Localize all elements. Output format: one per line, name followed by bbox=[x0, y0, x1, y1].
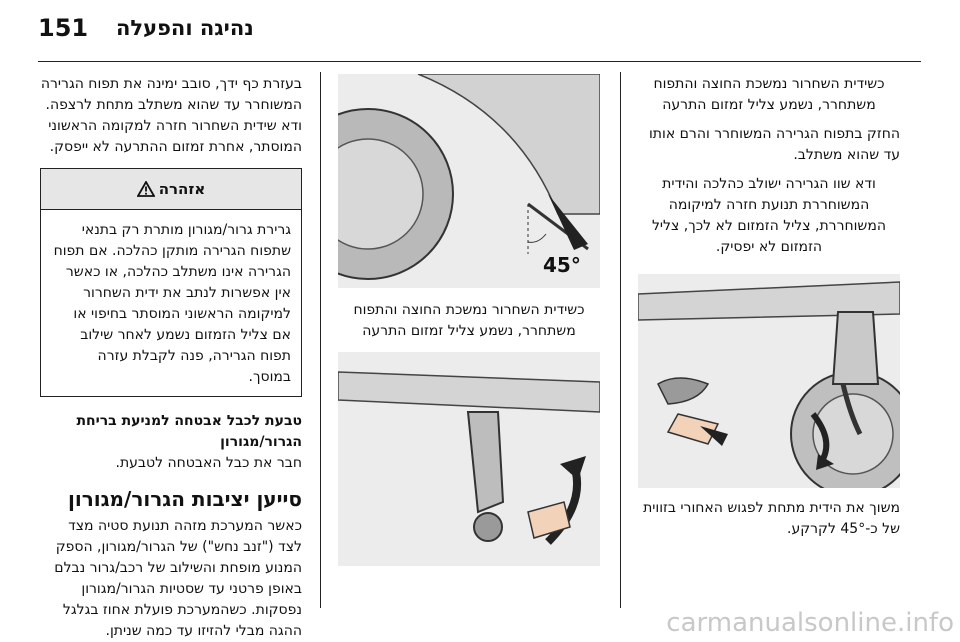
release-angle-drawing bbox=[338, 74, 600, 288]
warning-triangle-icon bbox=[137, 181, 155, 197]
warning-title: אזהרה bbox=[158, 180, 206, 198]
header-rule bbox=[38, 61, 921, 62]
watermark: carmanualsonline.info bbox=[666, 608, 954, 638]
illustration-release-angle bbox=[338, 74, 600, 288]
left-column bbox=[40, 74, 302, 642]
column-divider-left bbox=[320, 72, 321, 608]
left-subheading: טבעת לכבל אבטחה למניעת בריחת הגרור/מגורון bbox=[76, 413, 302, 450]
middle-caption-wrap bbox=[338, 300, 600, 342]
right-paragraph-3: ודא שוו הגרירה ישולב כהלכה והידית המשוחררת תנועת חזרה למיקומה המשוחררת, צליל הזמזום לא לכך, צליל הזמזום לא יפסיק. bbox=[651, 176, 887, 255]
right-caption: משוך את הידית מתחת לפגוש האחורי בזווית של כ-45° לקרקע. bbox=[643, 500, 900, 537]
illustration-rotate-towbar bbox=[338, 352, 600, 566]
left-paragraph-1: בעזרת כף ידך, סובב ימינה את תפוח הגרירה המשוחרר עד שהוא משתלב מתחת לרצפה. ודא שידית השחרור חזרה למקומה הראשוני המוסתר, אחרת זמזום ההתרעה לא ייפסק. bbox=[40, 76, 302, 155]
middle-caption: כשידית השחרור נמשכת החוצה והתפוח משתחרר, נשמע צליל זמזום התרעה bbox=[353, 302, 585, 339]
towbar-lever-drawing bbox=[638, 274, 900, 488]
warning-header bbox=[41, 169, 301, 210]
left-heading: סייען יציבות הגרור/מגורון bbox=[67, 487, 302, 511]
right-paragraph-2: החזק בתפוח הגרירה המשוחרר והרם אותו עד שהוא משתלב. bbox=[648, 126, 900, 163]
page-number: 151 bbox=[38, 14, 89, 42]
section-title: נהיגה והפעלה bbox=[116, 16, 254, 40]
warning-body bbox=[41, 210, 301, 396]
warning-text: גרירת גרור/מגורון מותרת רק בתנאי שתפוח הגרירה מותקן כהלכה. אם תפוח הגרירה אינו משתלב כהלכה, או כאשר אין אפשרות לנתב את ידית השחרור למיקומה הראשוני המוסתר בחיפוי או אם צליל הזמזום נשמע לאחר שילוב תפוח הגרירה, פנה לקבלת עזרה במוסך. bbox=[53, 222, 291, 385]
column-divider-right bbox=[620, 72, 621, 608]
warning-box bbox=[40, 168, 302, 397]
angle-label: 45° bbox=[543, 253, 581, 277]
illustration-towbar-lever bbox=[638, 274, 900, 488]
left-paragraph-2: חבר את כבל האבטחה לטבעת. bbox=[115, 455, 302, 471]
right-caption-wrap bbox=[638, 498, 900, 540]
left-paragraph-3: כאשר המערכת מזהה תנועת סטיה מצד לצד ("זנב נחש") של הגרור/מגורון, הספק המנוע מופחת והשילוב של רכב/גרור נבלם באופן פרטני עד שסטיות הגרור/מגורון נפסקות. כשהמערכת פועלת אחוז בגלגל ההגה מבלי להזיזו עד כמה שניתן. bbox=[54, 518, 302, 639]
right-paragraph-1: כשידית השחרור נמשכת החוצה והתפוח משתחרר, נשמע צליל זמזום התרעה bbox=[653, 76, 885, 113]
page-header bbox=[38, 14, 922, 50]
rotate-towbar-drawing bbox=[338, 352, 600, 566]
